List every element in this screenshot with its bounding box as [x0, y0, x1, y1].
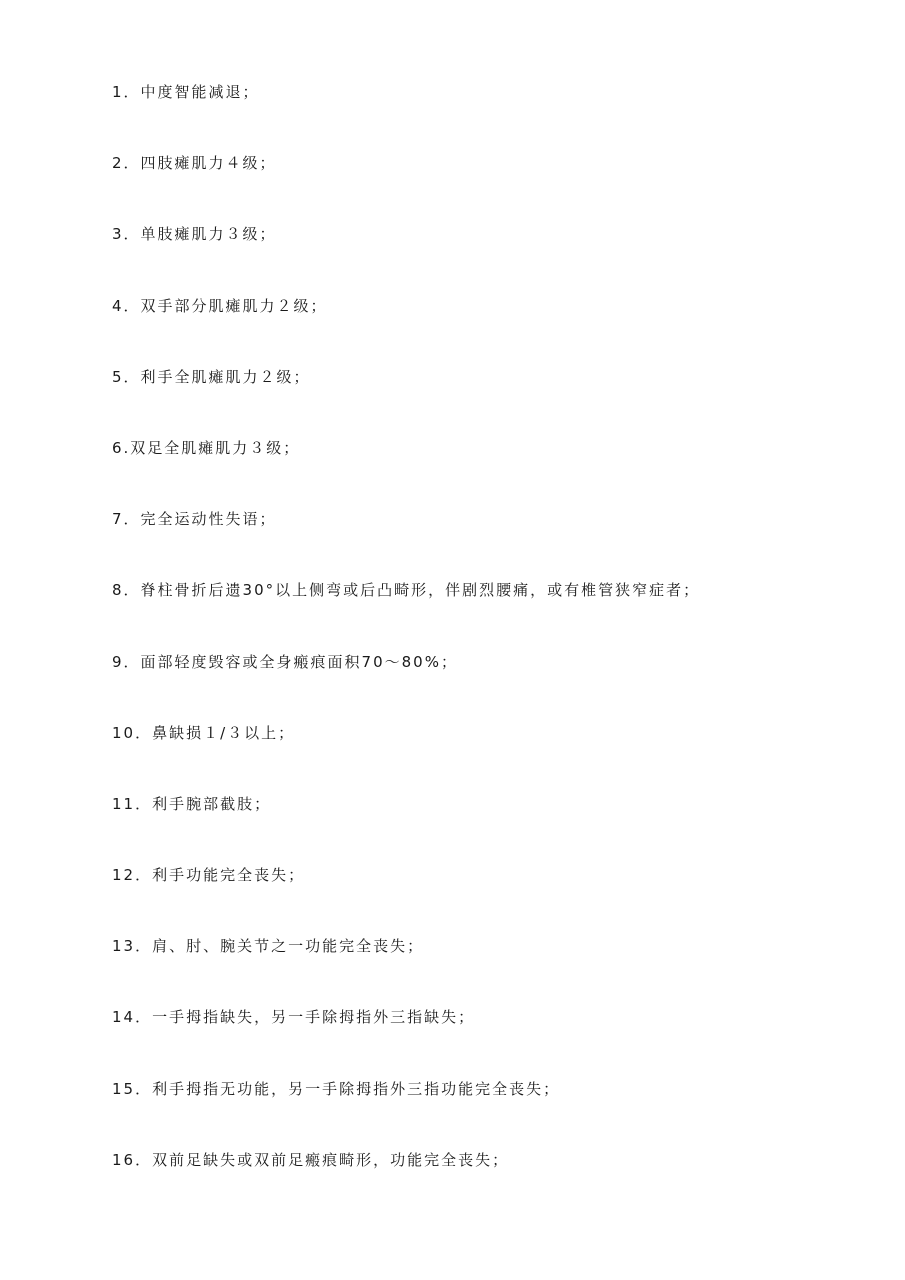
- list-item-10: 10．鼻缺损１/３以上；: [112, 723, 296, 742]
- list-item-2: 2．四肢瘫肌力４级；: [112, 154, 277, 173]
- list-item-16: 16．双前足缺失或双前足瘢痕畸形，功能完全丧失；: [112, 1150, 510, 1169]
- list-item-13: 13．肩、肘、腕关节之一功能完全丧失；: [112, 937, 425, 956]
- list-item-14: 14．一手拇指缺失，另一手除拇指外三指缺失；: [112, 1008, 476, 1027]
- list-item-3: 3．单肢瘫肌力３级；: [112, 225, 277, 244]
- list-item-9: 9．面部轻度毁容或全身瘢痕面积70～80%；: [112, 652, 458, 671]
- list-item-8: 8．脊柱骨折后遗30°以上侧弯或后凸畸形，伴剧烈腰痛，或有椎管狭窄症者；: [112, 581, 701, 600]
- disability-criteria-list: [112, 74, 872, 1213]
- list-item-15: 15．利手拇指无功能，另一手除拇指外三指功能完全丧失；: [112, 1079, 561, 1098]
- list-item-5: 5．利手全肌瘫肌力２级；: [112, 367, 311, 386]
- list-item-1: 1．中度智能减退；: [112, 83, 260, 101]
- list-item-7: 7．完全运动性失语；: [112, 510, 277, 529]
- list-item-4: 4．双手部分肌瘫肌力２级；: [112, 296, 328, 315]
- list-item-11: 11．利手腕部截肢；: [112, 794, 272, 813]
- list-item-6: 6.双足全肌瘫肌力３级；: [112, 438, 301, 457]
- list-item-12: 12．利手功能完全丧失；: [112, 866, 306, 885]
